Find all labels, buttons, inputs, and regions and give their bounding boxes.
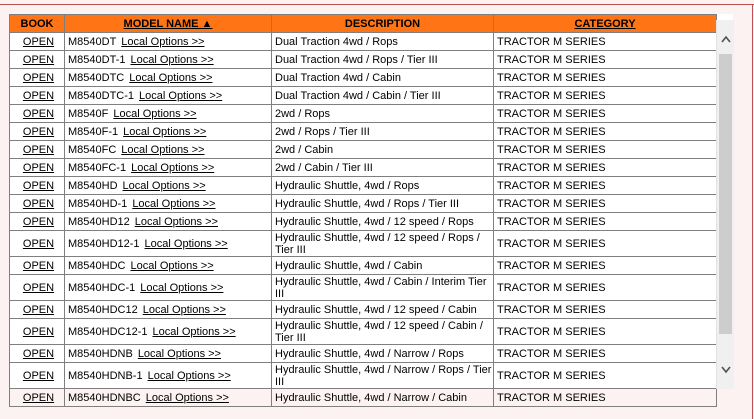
- open-book-link[interactable]: OPEN: [22, 303, 55, 316]
- model-cell: [65, 275, 272, 301]
- local-options-link[interactable]: Local Options >>: [131, 161, 215, 174]
- model-cell: [65, 141, 272, 159]
- description-cell: Dual Traction 4wd / Rops / Tier III: [272, 51, 494, 69]
- local-options-link[interactable]: Local Options >>: [144, 237, 228, 250]
- header-category-sort[interactable]: CATEGORY: [494, 15, 717, 33]
- header-model-name-sort[interactable]: MODEL NAME ▲: [65, 15, 272, 33]
- category-cell: TRACTOR M SERIES: [494, 319, 717, 345]
- table-row: [10, 257, 717, 275]
- model-cell: [65, 231, 272, 257]
- model-name: M8540HDNB-1: [68, 369, 143, 382]
- category-cell: TRACTOR M SERIES: [494, 301, 717, 319]
- model-cell: [65, 177, 272, 195]
- description-cell: Dual Traction 4wd / Cabin / Tier III: [272, 87, 494, 105]
- description-cell: Hydraulic Shuttle, 4wd / Narrow / Rops: [272, 345, 494, 363]
- model-cell: [65, 105, 272, 123]
- open-book-link[interactable]: OPEN: [22, 369, 55, 382]
- local-options-link[interactable]: Local Options >>: [121, 143, 205, 156]
- local-options-link[interactable]: Local Options >>: [140, 281, 224, 294]
- model-name: M8540HD12: [68, 215, 130, 228]
- model-name: M8540HDNB: [68, 347, 133, 360]
- local-options-link[interactable]: Local Options >>: [129, 71, 213, 84]
- book-cell: [10, 345, 65, 363]
- open-book-link[interactable]: OPEN: [22, 161, 55, 174]
- local-options-link[interactable]: Local Options >>: [142, 303, 226, 316]
- book-cell: [10, 257, 65, 275]
- book-cell: [10, 389, 65, 407]
- model-cell: [65, 345, 272, 363]
- description-cell: Hydraulic Shuttle, 4wd / 12 speed / Rops: [272, 213, 494, 231]
- open-book-link[interactable]: OPEN: [22, 259, 55, 272]
- local-options-link[interactable]: Local Options >>: [134, 215, 218, 228]
- open-book-link[interactable]: OPEN: [22, 237, 55, 250]
- open-book-link[interactable]: OPEN: [22, 281, 55, 294]
- description-cell: Hydraulic Shuttle, 4wd / Narrow / Rops / Tier III: [272, 363, 494, 389]
- local-options-link[interactable]: Local Options >>: [130, 259, 214, 272]
- open-book-link[interactable]: OPEN: [22, 71, 55, 84]
- model-name: M8540DT-1: [68, 53, 126, 66]
- table-row: [10, 51, 717, 69]
- local-options-link[interactable]: Local Options >>: [145, 391, 229, 404]
- description-cell: Dual Traction 4wd / Cabin: [272, 69, 494, 87]
- category-cell: TRACTOR M SERIES: [494, 177, 717, 195]
- book-cell: [10, 275, 65, 301]
- open-book-link[interactable]: OPEN: [22, 125, 55, 138]
- model-cell: [65, 87, 272, 105]
- top-accent-line: [0, 4, 754, 5]
- open-book-link[interactable]: OPEN: [22, 391, 55, 404]
- model-cell: [65, 159, 272, 177]
- scrollbar-thumb[interactable]: [719, 54, 732, 334]
- open-book-link[interactable]: OPEN: [22, 179, 55, 192]
- chevron-up-icon[interactable]: [717, 30, 734, 50]
- category-cell: TRACTOR M SERIES: [494, 87, 717, 105]
- model-name: M8540F-1: [68, 125, 119, 138]
- table-row: [10, 231, 717, 257]
- table-row: [10, 301, 717, 319]
- book-cell: [10, 33, 65, 51]
- local-options-link[interactable]: Local Options >>: [113, 107, 197, 120]
- category-cell: TRACTOR M SERIES: [494, 275, 717, 301]
- local-options-link[interactable]: Local Options >>: [123, 125, 207, 138]
- category-cell: TRACTOR M SERIES: [494, 33, 717, 51]
- category-cell: TRACTOR M SERIES: [494, 69, 717, 87]
- header-book: BOOK: [10, 15, 65, 33]
- local-options-link[interactable]: Local Options >>: [130, 53, 214, 66]
- model-name: M8540HD12-1: [68, 237, 140, 250]
- category-cell: TRACTOR M SERIES: [494, 51, 717, 69]
- table-row: [10, 159, 717, 177]
- model-name: M8540HDNBC: [68, 391, 141, 404]
- local-options-link[interactable]: Local Options >>: [152, 325, 236, 338]
- open-book-link[interactable]: OPEN: [22, 107, 55, 120]
- model-name: M8540HDC: [68, 259, 126, 272]
- category-cell: TRACTOR M SERIES: [494, 213, 717, 231]
- category-cell: TRACTOR M SERIES: [494, 105, 717, 123]
- model-name: M8540F: [68, 107, 109, 120]
- local-options-link[interactable]: Local Options >>: [137, 347, 221, 360]
- open-book-link[interactable]: OPEN: [22, 347, 55, 360]
- category-cell: TRACTOR M SERIES: [494, 195, 717, 213]
- book-cell: [10, 213, 65, 231]
- table-row: [10, 345, 717, 363]
- open-book-link[interactable]: OPEN: [22, 197, 55, 210]
- model-name: M8540FC-1: [68, 161, 127, 174]
- table-row: [10, 105, 717, 123]
- open-book-link[interactable]: OPEN: [22, 53, 55, 66]
- model-cell: [65, 213, 272, 231]
- vertical-scrollbar[interactable]: [716, 20, 734, 389]
- table-row: [10, 319, 717, 345]
- model-name: M8540HD-1: [68, 197, 128, 210]
- open-book-link[interactable]: OPEN: [22, 35, 55, 48]
- model-name: M8540HDC12: [68, 303, 138, 316]
- book-cell: [10, 123, 65, 141]
- model-cell: [65, 123, 272, 141]
- table-row: [10, 87, 717, 105]
- model-name: M8540HDC-1: [68, 281, 136, 294]
- description-cell: 2wd / Cabin: [272, 141, 494, 159]
- book-cell: [10, 159, 65, 177]
- book-cell: [10, 177, 65, 195]
- local-options-link[interactable]: Local Options >>: [139, 89, 223, 102]
- table-row: [10, 33, 717, 51]
- category-cell: TRACTOR M SERIES: [494, 123, 717, 141]
- model-name: M8540DT: [68, 35, 117, 48]
- table-row: [10, 363, 717, 389]
- local-options-link[interactable]: Local Options >>: [147, 369, 231, 382]
- book-cell: [10, 319, 65, 345]
- category-cell: TRACTOR M SERIES: [494, 345, 717, 363]
- table-header-row: [10, 15, 717, 33]
- book-cell: [10, 195, 65, 213]
- table-row: [10, 213, 717, 231]
- model-cell: [65, 389, 272, 407]
- table-row: [10, 275, 717, 301]
- open-book-link[interactable]: OPEN: [22, 325, 55, 338]
- local-options-link[interactable]: Local Options >>: [122, 179, 206, 192]
- category-cell: TRACTOR M SERIES: [494, 159, 717, 177]
- book-cell: [10, 69, 65, 87]
- model-cell: [65, 301, 272, 319]
- book-cell: [10, 51, 65, 69]
- book-cell: [10, 301, 65, 319]
- open-book-link[interactable]: OPEN: [22, 143, 55, 156]
- local-options-link[interactable]: Local Options >>: [121, 35, 205, 48]
- open-book-link[interactable]: OPEN: [22, 89, 55, 102]
- model-cell: [65, 257, 272, 275]
- book-cell: [10, 87, 65, 105]
- model-cell: [65, 51, 272, 69]
- model-table: [9, 14, 717, 407]
- table-row: [10, 123, 717, 141]
- description-cell: Hydraulic Shuttle, 4wd / Cabin / Interim Tier III: [272, 275, 494, 301]
- description-cell: Hydraulic Shuttle, 4wd / 12 speed / Cabin: [272, 301, 494, 319]
- model-name: M8540DTC-1: [68, 89, 135, 102]
- model-cell: [65, 319, 272, 345]
- chevron-down-icon[interactable]: [717, 360, 734, 380]
- model-cell: [65, 69, 272, 87]
- model-name: M8540FC: [68, 143, 117, 156]
- model-name: M8540HDC12-1: [68, 325, 148, 338]
- open-book-link[interactable]: OPEN: [22, 215, 55, 228]
- model-cell: [65, 195, 272, 213]
- right-accent-line: [752, 4, 753, 419]
- description-cell: 2wd / Cabin / Tier III: [272, 159, 494, 177]
- description-cell: Hydraulic Shuttle, 4wd / 12 speed / Rops / Tier III: [272, 231, 494, 257]
- category-cell: TRACTOR M SERIES: [494, 141, 717, 159]
- book-cell: [10, 231, 65, 257]
- model-name: M8540DTC: [68, 71, 125, 84]
- book-cell: [10, 363, 65, 389]
- model-cell: [65, 33, 272, 51]
- description-cell: 2wd / Rops: [272, 105, 494, 123]
- book-cell: [10, 105, 65, 123]
- category-cell: TRACTOR M SERIES: [494, 363, 717, 389]
- description-cell: Hydraulic Shuttle, 4wd / 12 speed / Cabin / Tier III: [272, 319, 494, 345]
- model-name: M8540HD: [68, 179, 118, 192]
- table-row: [10, 177, 717, 195]
- model-cell: [65, 363, 272, 389]
- book-cell: [10, 141, 65, 159]
- local-options-link[interactable]: Local Options >>: [132, 197, 216, 210]
- category-cell: TRACTOR M SERIES: [494, 389, 717, 407]
- description-cell: 2wd / Rops / Tier III: [272, 123, 494, 141]
- description-cell: Hydraulic Shuttle, 4wd / Rops: [272, 177, 494, 195]
- description-cell: Hydraulic Shuttle, 4wd / Rops / Tier III: [272, 195, 494, 213]
- category-cell: TRACTOR M SERIES: [494, 257, 717, 275]
- table-row: [10, 69, 717, 87]
- table-row: [10, 389, 717, 407]
- description-cell: Hydraulic Shuttle, 4wd / Cabin: [272, 257, 494, 275]
- description-cell: Hydraulic Shuttle, 4wd / Narrow / Cabin: [272, 389, 494, 407]
- table-row: [10, 195, 717, 213]
- category-cell: TRACTOR M SERIES: [494, 231, 717, 257]
- description-cell: Dual Traction 4wd / Rops: [272, 33, 494, 51]
- table-row: [10, 141, 717, 159]
- header-description: DESCRIPTION: [272, 15, 494, 33]
- model-list-panel: [9, 14, 733, 404]
